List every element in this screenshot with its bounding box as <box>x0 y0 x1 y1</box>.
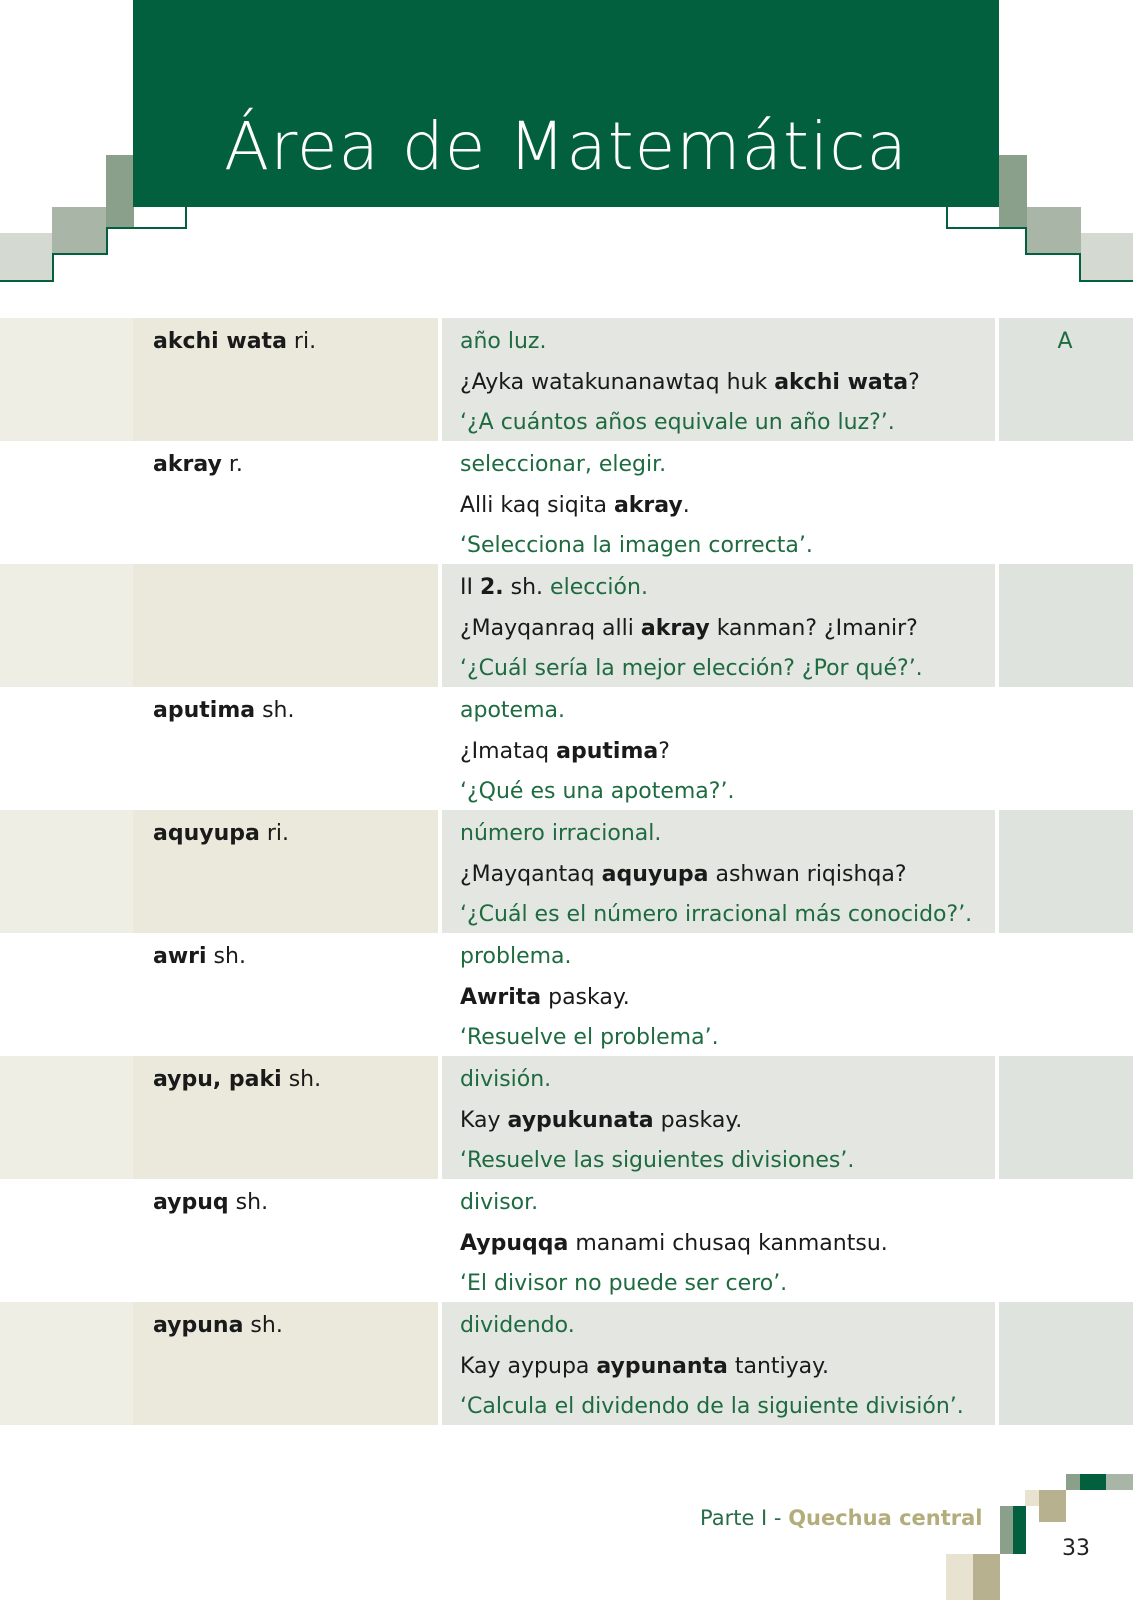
table-cell <box>0 1302 133 1425</box>
entry-example-quechua <box>460 493 690 518</box>
entry-headword <box>153 821 289 846</box>
table-cell <box>133 564 438 687</box>
table-cell <box>999 933 1133 1056</box>
table-cell <box>999 441 1133 564</box>
table-cell <box>0 810 133 933</box>
example-part: akray <box>640 616 710 641</box>
headword-tag: sh. <box>228 1190 269 1215</box>
table-row <box>0 441 1133 564</box>
example-part: . <box>682 493 690 518</box>
translation-part: elección. <box>543 575 648 600</box>
table-cell <box>0 933 133 1056</box>
example-part: ¿Mayqanraq alli <box>460 616 641 641</box>
entry-translation: dividendo. <box>460 1313 575 1338</box>
headword-term: aypu, paki <box>153 1067 282 1092</box>
example-part: ashwan riqishqa? <box>708 862 907 887</box>
entry-example-quechua <box>460 616 918 641</box>
entry-example-spanish: ‘¿A cuántos años equivale un año luz?’. <box>460 410 895 435</box>
example-part: kanman? ¿Imanir? <box>709 616 918 641</box>
example-part: Alli kaq siqita <box>460 493 614 518</box>
example-part: aypunanta <box>596 1354 728 1379</box>
table-cell <box>0 441 133 564</box>
entry-example-spanish: ‘El divisor no puede ser cero’. <box>460 1271 788 1296</box>
table-cell <box>0 687 133 810</box>
entry-translation <box>460 575 648 600</box>
example-part: akchi wata <box>774 370 909 395</box>
example-part: Awrita <box>460 985 542 1010</box>
entry-example-quechua <box>460 739 670 764</box>
entry-example-quechua <box>460 1354 829 1379</box>
example-part: aypukunata <box>507 1108 654 1133</box>
table-row <box>0 1179 1133 1302</box>
headword-tag: sh. <box>255 698 295 723</box>
example-part: Kay <box>460 1108 508 1133</box>
table-cell <box>999 687 1133 810</box>
footer-subtitle: Quechua central <box>788 1506 983 1530</box>
example-part: tantiyay. <box>727 1354 830 1379</box>
section-letter: A <box>1057 329 1073 354</box>
entry-example-spanish: ‘Resuelve el problema’. <box>460 1025 719 1050</box>
entry-headword <box>153 1190 268 1215</box>
headword-term: aquyupa <box>153 821 260 846</box>
entry-headword <box>153 452 243 477</box>
table-cell <box>999 564 1133 687</box>
entry-headword <box>153 329 316 354</box>
table-row <box>0 933 1133 1056</box>
table-row <box>0 1302 1133 1425</box>
example-part: Aypuqqa <box>460 1231 569 1256</box>
table-row <box>0 687 1133 810</box>
example-part: paskay. <box>541 985 630 1010</box>
entry-translation: divisor. <box>460 1190 539 1215</box>
example-part: ¿Mayqantaq <box>460 862 602 887</box>
table-cell <box>999 810 1133 933</box>
example-part: aquyupa <box>601 862 709 887</box>
headword-term: aypuna <box>153 1313 244 1338</box>
translation-part: II <box>460 575 480 600</box>
headword-tag: sh. <box>281 1067 322 1092</box>
table-cell <box>999 1056 1133 1179</box>
entry-example-quechua <box>460 862 907 887</box>
headword-term: akchi wata <box>153 329 287 354</box>
entry-headword <box>153 944 246 969</box>
headword-term: aputima <box>153 698 256 723</box>
example-part: paskay. <box>653 1108 743 1133</box>
entry-headword <box>153 698 295 723</box>
headword-term: awri <box>153 944 207 969</box>
table-cell <box>0 1056 133 1179</box>
page-title: Área de Matemática <box>224 108 908 185</box>
translation-part: sh. <box>503 575 544 600</box>
entry-example-quechua <box>460 370 920 395</box>
entry-headword <box>153 1067 321 1092</box>
entry-headword <box>153 1313 283 1338</box>
table-row <box>0 564 1133 687</box>
table-row <box>0 318 1133 441</box>
translation-part: 2. <box>479 575 504 600</box>
entry-example-quechua <box>460 1231 888 1256</box>
table-cell <box>0 1179 133 1302</box>
headword-term: akray <box>153 452 222 477</box>
example-part: aputima <box>556 739 659 764</box>
entry-example-spanish: ‘¿Qué es una apotema?’. <box>460 779 735 804</box>
headword-tag: ri. <box>286 329 317 354</box>
entry-translation: problema. <box>460 944 572 969</box>
table-cell <box>999 1179 1133 1302</box>
example-part: akray <box>613 493 683 518</box>
entry-example-quechua <box>460 1108 742 1133</box>
example-part: Kay aypupa <box>460 1354 597 1379</box>
entry-translation: seleccionar, elegir. <box>460 452 667 477</box>
footer-label <box>700 1506 982 1530</box>
headword-tag: sh. <box>206 944 246 969</box>
entry-translation: número irracional. <box>460 821 662 846</box>
entry-translation: división. <box>460 1067 552 1092</box>
page-number: 33 <box>1062 1536 1090 1561</box>
headword-tag: ri. <box>259 821 290 846</box>
entry-example-quechua <box>460 985 630 1010</box>
example-part: ¿Imataq <box>460 739 557 764</box>
table-cell <box>0 318 133 441</box>
table-row <box>0 1056 1133 1179</box>
entry-example-spanish: ‘Calcula el dividendo de la siguiente división’. <box>460 1394 964 1419</box>
headword-tag: sh. <box>243 1313 283 1338</box>
table-cell <box>999 1302 1133 1425</box>
table-row <box>0 810 1133 933</box>
entry-translation: año luz. <box>460 329 547 354</box>
example-part: ? <box>658 739 670 764</box>
table-cell <box>0 564 133 687</box>
headword-tag: r. <box>221 452 243 477</box>
entry-example-spanish: ‘Resuelve las siguientes divisiones’. <box>460 1148 855 1173</box>
footer-part: Parte I - <box>700 1506 789 1530</box>
entry-translation: apotema. <box>460 698 565 723</box>
entry-example-spanish: ‘¿Cuál es el número irracional más conocido?’. <box>460 902 973 927</box>
entry-example-spanish: ‘Selecciona la imagen correcta’. <box>460 533 813 558</box>
headword-term: aypuq <box>153 1190 229 1215</box>
example-part: ¿Ayka watakunanawtaq huk <box>460 370 775 395</box>
entry-example-spanish: ‘¿Cuál sería la mejor elección? ¿Por qué?’. <box>460 656 923 681</box>
example-part: manami chusaq kanmantsu. <box>568 1231 888 1256</box>
example-part: ? <box>908 370 920 395</box>
